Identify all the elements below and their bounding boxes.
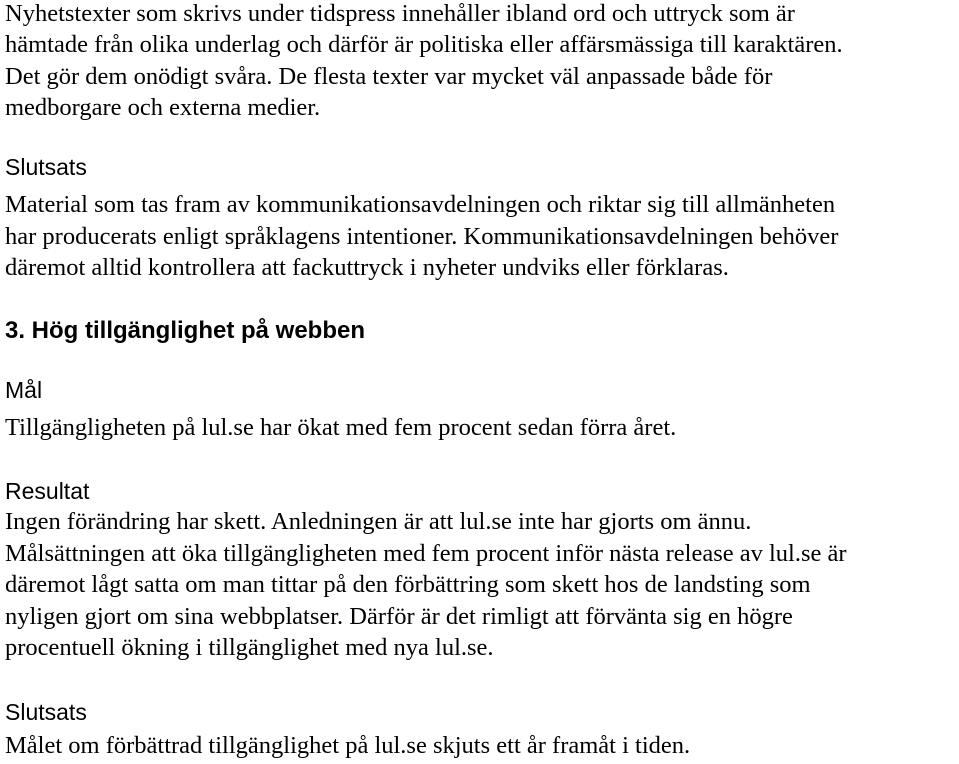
text-line: Nyhetstexter som skrivs under tidspress innehåller ibland ord och uttryck som är bbox=[5, 0, 795, 27]
conclusion-text: Målet om förbättrad tillgänglighet på lul.se skjuts ett år framåt i tiden. bbox=[5, 732, 691, 759]
text-line: hämtade från olika underlag och därför är politiska eller affärsmässiga till karaktären. bbox=[5, 31, 843, 58]
text-line: har producerats enligt språklagens intentioner. Kommunikationsavdelningen behöver bbox=[5, 223, 839, 250]
section-title: 3. Hög tillgänglighet på webben bbox=[5, 317, 366, 344]
text-line: Material som tas fram av kommunikationsavdelningen och riktar sig till allmänheten bbox=[5, 191, 836, 218]
text-line: Det gör dem onödigt svåra. De flesta texter var mycket väl anpassade både för bbox=[5, 63, 773, 90]
text-line: däremot alltid kontrollera att fackuttryck i nyheter undviks eller förklaras. bbox=[5, 254, 729, 281]
text-line: procentuell ökning i tillgänglighet med nya lul.se. bbox=[5, 634, 494, 661]
conclusion-heading: Slutsats bbox=[5, 154, 87, 180]
text-line: medborgare och externa medier. bbox=[5, 94, 321, 121]
goal-text: Tillgängligheten på lul.se har ökat med fem procent sedan förra året. bbox=[5, 414, 677, 441]
text-line: nyligen gjort om sina webbplatser. Därför är det rimligt att förvänta sig en högre bbox=[5, 603, 793, 630]
goal-heading: Mål bbox=[5, 377, 43, 403]
text-line: Målsättningen att öka tillgängligheten med fem procent inför nästa release av lul.se är bbox=[5, 540, 847, 567]
result-heading: Resultat bbox=[5, 478, 90, 504]
text-line: Ingen förändring har skett. Anledningen är att lul.se inte har gjorts om ännu. bbox=[5, 508, 752, 535]
conclusion-heading: Slutsats bbox=[5, 699, 87, 725]
text-line: däremot lågt satta om man tittar på den förbättring som skett hos de landsting som bbox=[5, 571, 811, 598]
